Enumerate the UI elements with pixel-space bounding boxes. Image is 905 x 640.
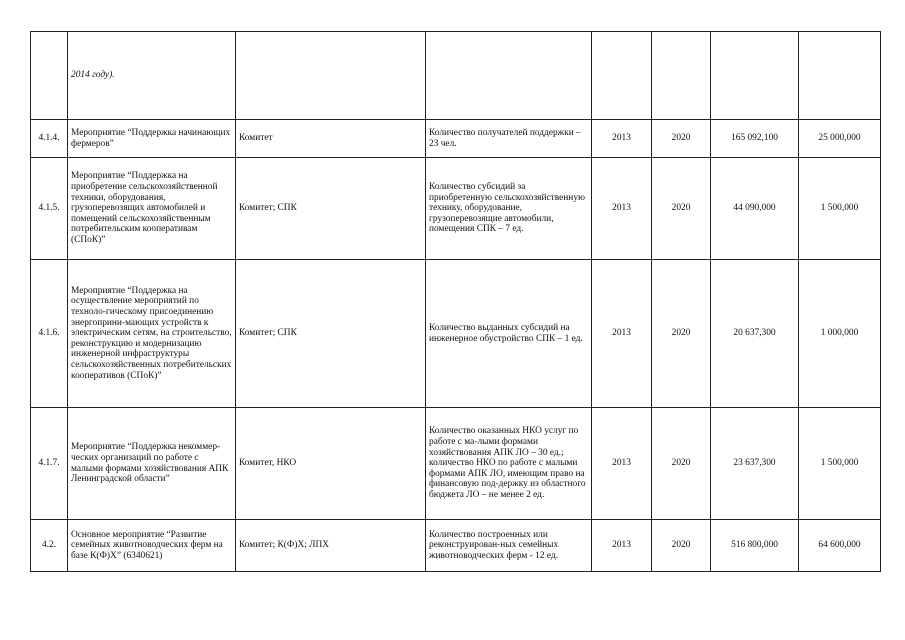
executor: Комитет; К(Ф)Х; ЛПХ	[236, 520, 426, 572]
amount-year: 64 600,000	[799, 520, 881, 572]
row-number: 4.1.4.	[31, 120, 68, 158]
cell-amount-total	[711, 32, 799, 120]
row-number: 4.1.5.	[31, 158, 68, 260]
amount-total: 165 092,100	[711, 120, 799, 158]
cell-indicator	[426, 32, 592, 120]
start-year: 2013	[592, 408, 652, 520]
amount-year: 1 500,000	[799, 158, 881, 260]
start-year: 2013	[592, 520, 652, 572]
indicator: Количество получателей поддержки – 23 чел.	[426, 120, 592, 158]
cell-start	[592, 32, 652, 120]
table-row	[31, 520, 881, 572]
cell-executor	[236, 32, 426, 120]
event-name: Мероприятие “Поддержка на осуществление мероприятий по техноло-гическому присоединению энергоприни-мающих устройств к электрическим сетям, на строительство, реконструкцию и модернизацию инженерной инфраструктуры сельскохозяйственных потребительских кооперативов (СПоК)”	[68, 260, 236, 408]
continuation-row	[31, 32, 881, 120]
end-year: 2020	[652, 260, 711, 408]
table-row	[31, 158, 881, 260]
indicator: Количество субсидий за приобретенную сельскохозяйственную технику, оборудование, грузоперевозящие автомобили, помещения СПК – 7 ед.	[426, 158, 592, 260]
executor: Комитет; СПК	[236, 158, 426, 260]
event-name: Мероприятие “Поддержка некоммер-ческих организаций по работе с малыми формами хозяйствования АПК Ленинградской области”	[68, 408, 236, 520]
cell-amount-year	[799, 32, 881, 120]
amount-year: 25 000,000	[799, 120, 881, 158]
event-name: Мероприятие “Поддержка начинающих фермеров”	[68, 120, 236, 158]
end-year: 2020	[652, 120, 711, 158]
amount-total: 516 800,000	[711, 520, 799, 572]
end-year: 2020	[652, 408, 711, 520]
indicator: Количество построенных или реконструирован-ных семейных животноводческих ферм - 12 ед.	[426, 520, 592, 572]
event-name: Мероприятие “Поддержка на приобретение сельскохозяйственной техники, оборудования, грузоперевозящих автомобилей и помещений сельскохозяйственным потребительским кооперативам (СПоК)”	[68, 158, 236, 260]
row-number: 4.1.6.	[31, 260, 68, 408]
indicator: Количество оказанных НКО услуг по работе с ма-лыми формами хозяйствования АПК ЛО – 30 ед.; количество НКО по работе с малыми формами АПК ЛО, имеющим право на финансовую под-держку из областного бюджета ЛО – не менее 2 ед.	[426, 408, 592, 520]
row-number: 4.2.	[31, 520, 68, 572]
amount-total: 23 637,300	[711, 408, 799, 520]
cell-num	[31, 32, 68, 120]
program-table	[30, 31, 881, 572]
table-row	[31, 260, 881, 408]
amount-total: 20 637,300	[711, 260, 799, 408]
amount-year: 1 000,000	[799, 260, 881, 408]
amount-total: 44 090,000	[711, 158, 799, 260]
table-row	[31, 408, 881, 520]
event-name: Основное мероприятие “Развитие семейных животноводческих ферм на базе К(Ф)Х” (6340621)	[68, 520, 236, 572]
table-row	[31, 120, 881, 158]
row-number: 4.1.7.	[31, 408, 68, 520]
indicator: Количество выданных субсидий на инженерное обустройство СПК – 1 ед.	[426, 260, 592, 408]
cell-end	[652, 32, 711, 120]
amount-year: 1 500,000	[799, 408, 881, 520]
end-year: 2020	[652, 158, 711, 260]
start-year: 2013	[592, 120, 652, 158]
start-year: 2013	[592, 260, 652, 408]
executor: Комитет, НКО	[236, 408, 426, 520]
end-year: 2020	[652, 520, 711, 572]
executor: Комитет; СПК	[236, 260, 426, 408]
executor: Комитет	[236, 120, 426, 158]
continuation-text: 2014 году).	[68, 32, 236, 120]
start-year: 2013	[592, 158, 652, 260]
